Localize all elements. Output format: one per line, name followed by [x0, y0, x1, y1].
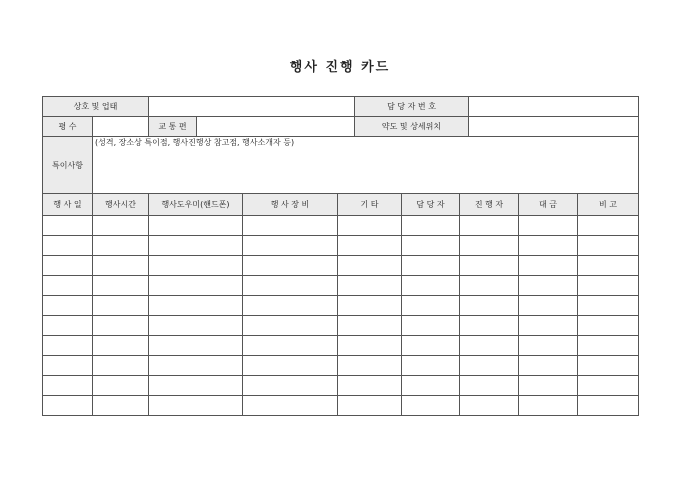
notes-label: 특이사항 [43, 137, 93, 194]
map-label: 약도 및 상세위치 [355, 117, 469, 137]
header-etc: 기 타 [338, 194, 402, 216]
cell-etc[interactable] [338, 236, 402, 256]
cell-event-date[interactable] [43, 396, 93, 416]
cell-manager[interactable] [402, 256, 460, 276]
cell-remarks[interactable] [578, 336, 639, 356]
cell-event-time[interactable] [93, 316, 149, 336]
cell-event-equipment[interactable] [243, 356, 338, 376]
header-manager: 담 당 자 [402, 194, 460, 216]
cell-remarks[interactable] [578, 296, 639, 316]
header-event-equipment: 행 사 장 비 [243, 194, 338, 216]
cell-manager[interactable] [402, 296, 460, 316]
cell-event-helper[interactable] [149, 316, 243, 336]
cell-etc[interactable] [338, 216, 402, 236]
cell-manager[interactable] [402, 316, 460, 336]
header-payment: 대 금 [519, 194, 578, 216]
cell-payment[interactable] [519, 316, 578, 336]
company-label: 상호 및 업태 [43, 97, 149, 117]
cell-event-time[interactable] [93, 296, 149, 316]
cell-remarks[interactable] [578, 396, 639, 416]
cell-event-time[interactable] [93, 216, 149, 236]
cell-host[interactable] [460, 396, 519, 416]
cell-remarks[interactable] [578, 216, 639, 236]
cell-manager[interactable] [402, 336, 460, 356]
cell-event-helper[interactable] [149, 276, 243, 296]
cell-event-equipment[interactable] [243, 216, 338, 236]
cell-host[interactable] [460, 376, 519, 396]
map-field[interactable] [469, 117, 639, 137]
cell-manager[interactable] [402, 356, 460, 376]
cell-etc[interactable] [338, 376, 402, 396]
cell-event-helper[interactable] [149, 236, 243, 256]
event-info-table [42, 96, 639, 194]
header-host: 진 행 자 [460, 194, 519, 216]
cell-event-equipment[interactable] [243, 376, 338, 396]
header-event-helper: 행사도우미(핸드폰) [149, 194, 243, 216]
header-event-time: 행사시간 [93, 194, 149, 216]
manager-phone-field[interactable] [469, 97, 639, 117]
table-row [43, 236, 639, 256]
cell-etc[interactable] [338, 316, 402, 336]
cell-remarks[interactable] [578, 316, 639, 336]
cell-payment[interactable] [519, 216, 578, 236]
cell-event-helper[interactable] [149, 216, 243, 236]
cell-payment[interactable] [519, 296, 578, 316]
cell-event-date[interactable] [43, 316, 93, 336]
table-row [43, 296, 639, 316]
cell-host[interactable] [460, 256, 519, 276]
cell-remarks[interactable] [578, 276, 639, 296]
cell-event-equipment[interactable] [243, 296, 338, 316]
cell-event-time[interactable] [93, 396, 149, 416]
schedule-table [42, 193, 639, 416]
cell-payment[interactable] [519, 336, 578, 356]
cell-event-time[interactable] [93, 256, 149, 276]
cell-event-equipment[interactable] [243, 276, 338, 296]
cell-event-helper[interactable] [149, 336, 243, 356]
cell-event-helper[interactable] [149, 396, 243, 416]
cell-event-helper[interactable] [149, 356, 243, 376]
cell-host[interactable] [460, 296, 519, 316]
manager-phone-label: 담 당 자 번 호 [355, 97, 469, 117]
cell-remarks[interactable] [578, 256, 639, 276]
cell-payment[interactable] [519, 276, 578, 296]
cell-remarks[interactable] [578, 376, 639, 396]
notes-field[interactable] [93, 137, 639, 194]
cell-manager[interactable] [402, 376, 460, 396]
cell-etc[interactable] [338, 256, 402, 276]
page-title: 행사 진행 카드 [289, 60, 391, 75]
cell-payment[interactable] [519, 256, 578, 276]
notes-hint: (성격, 장소상 특이점, 행사진행상 참고점, 행사소개자 등) [95, 138, 295, 147]
table-row [43, 356, 639, 376]
cell-event-time[interactable] [93, 356, 149, 376]
cell-etc[interactable] [338, 296, 402, 316]
cell-manager[interactable] [402, 396, 460, 416]
cell-host[interactable] [460, 276, 519, 296]
cell-event-date[interactable] [43, 356, 93, 376]
pyeong-field[interactable] [93, 117, 149, 137]
cell-event-helper[interactable] [149, 376, 243, 396]
cell-etc[interactable] [338, 396, 402, 416]
header-remarks: 비 고 [578, 194, 639, 216]
cell-event-equipment[interactable] [243, 236, 338, 256]
transport-label: 교 통 편 [149, 117, 197, 137]
table-row [43, 276, 639, 296]
company-field[interactable] [149, 97, 355, 117]
cell-etc[interactable] [338, 336, 402, 356]
cell-event-equipment[interactable] [243, 256, 338, 276]
cell-event-date[interactable] [43, 336, 93, 356]
cell-host[interactable] [460, 336, 519, 356]
cell-event-equipment[interactable] [243, 316, 338, 336]
cell-event-equipment[interactable] [243, 396, 338, 416]
cell-event-date[interactable] [43, 376, 93, 396]
cell-host[interactable] [460, 356, 519, 376]
cell-event-date[interactable] [43, 296, 93, 316]
pyeong-label: 평 수 [43, 117, 93, 137]
table-row [43, 256, 639, 276]
cell-manager[interactable] [402, 276, 460, 296]
cell-payment[interactable] [519, 376, 578, 396]
cell-event-date[interactable] [43, 256, 93, 276]
cell-event-equipment[interactable] [243, 336, 338, 356]
cell-payment[interactable] [519, 356, 578, 376]
cell-event-date[interactable] [43, 236, 93, 256]
cell-host[interactable] [460, 316, 519, 336]
cell-event-date[interactable] [43, 216, 93, 236]
transport-field[interactable] [197, 117, 355, 137]
cell-manager[interactable] [402, 236, 460, 256]
table-row [43, 216, 639, 236]
cell-remarks[interactable] [578, 356, 639, 376]
cell-event-time[interactable] [93, 236, 149, 256]
cell-host[interactable] [460, 236, 519, 256]
table-row [43, 316, 639, 336]
schedule-header-row [43, 194, 639, 216]
table-row [43, 396, 639, 416]
cell-event-helper[interactable] [149, 296, 243, 316]
cell-manager[interactable] [402, 216, 460, 236]
cell-event-time[interactable] [93, 336, 149, 356]
cell-event-time[interactable] [93, 276, 149, 296]
cell-payment[interactable] [519, 396, 578, 416]
table-row [43, 376, 639, 396]
cell-remarks[interactable] [578, 236, 639, 256]
cell-payment[interactable] [519, 236, 578, 256]
cell-host[interactable] [460, 216, 519, 236]
table-row [43, 336, 639, 356]
cell-event-date[interactable] [43, 276, 93, 296]
header-event-date: 행 사 일 [43, 194, 93, 216]
cell-etc[interactable] [338, 356, 402, 376]
cell-etc[interactable] [338, 276, 402, 296]
cell-event-helper[interactable] [149, 256, 243, 276]
cell-event-time[interactable] [93, 376, 149, 396]
